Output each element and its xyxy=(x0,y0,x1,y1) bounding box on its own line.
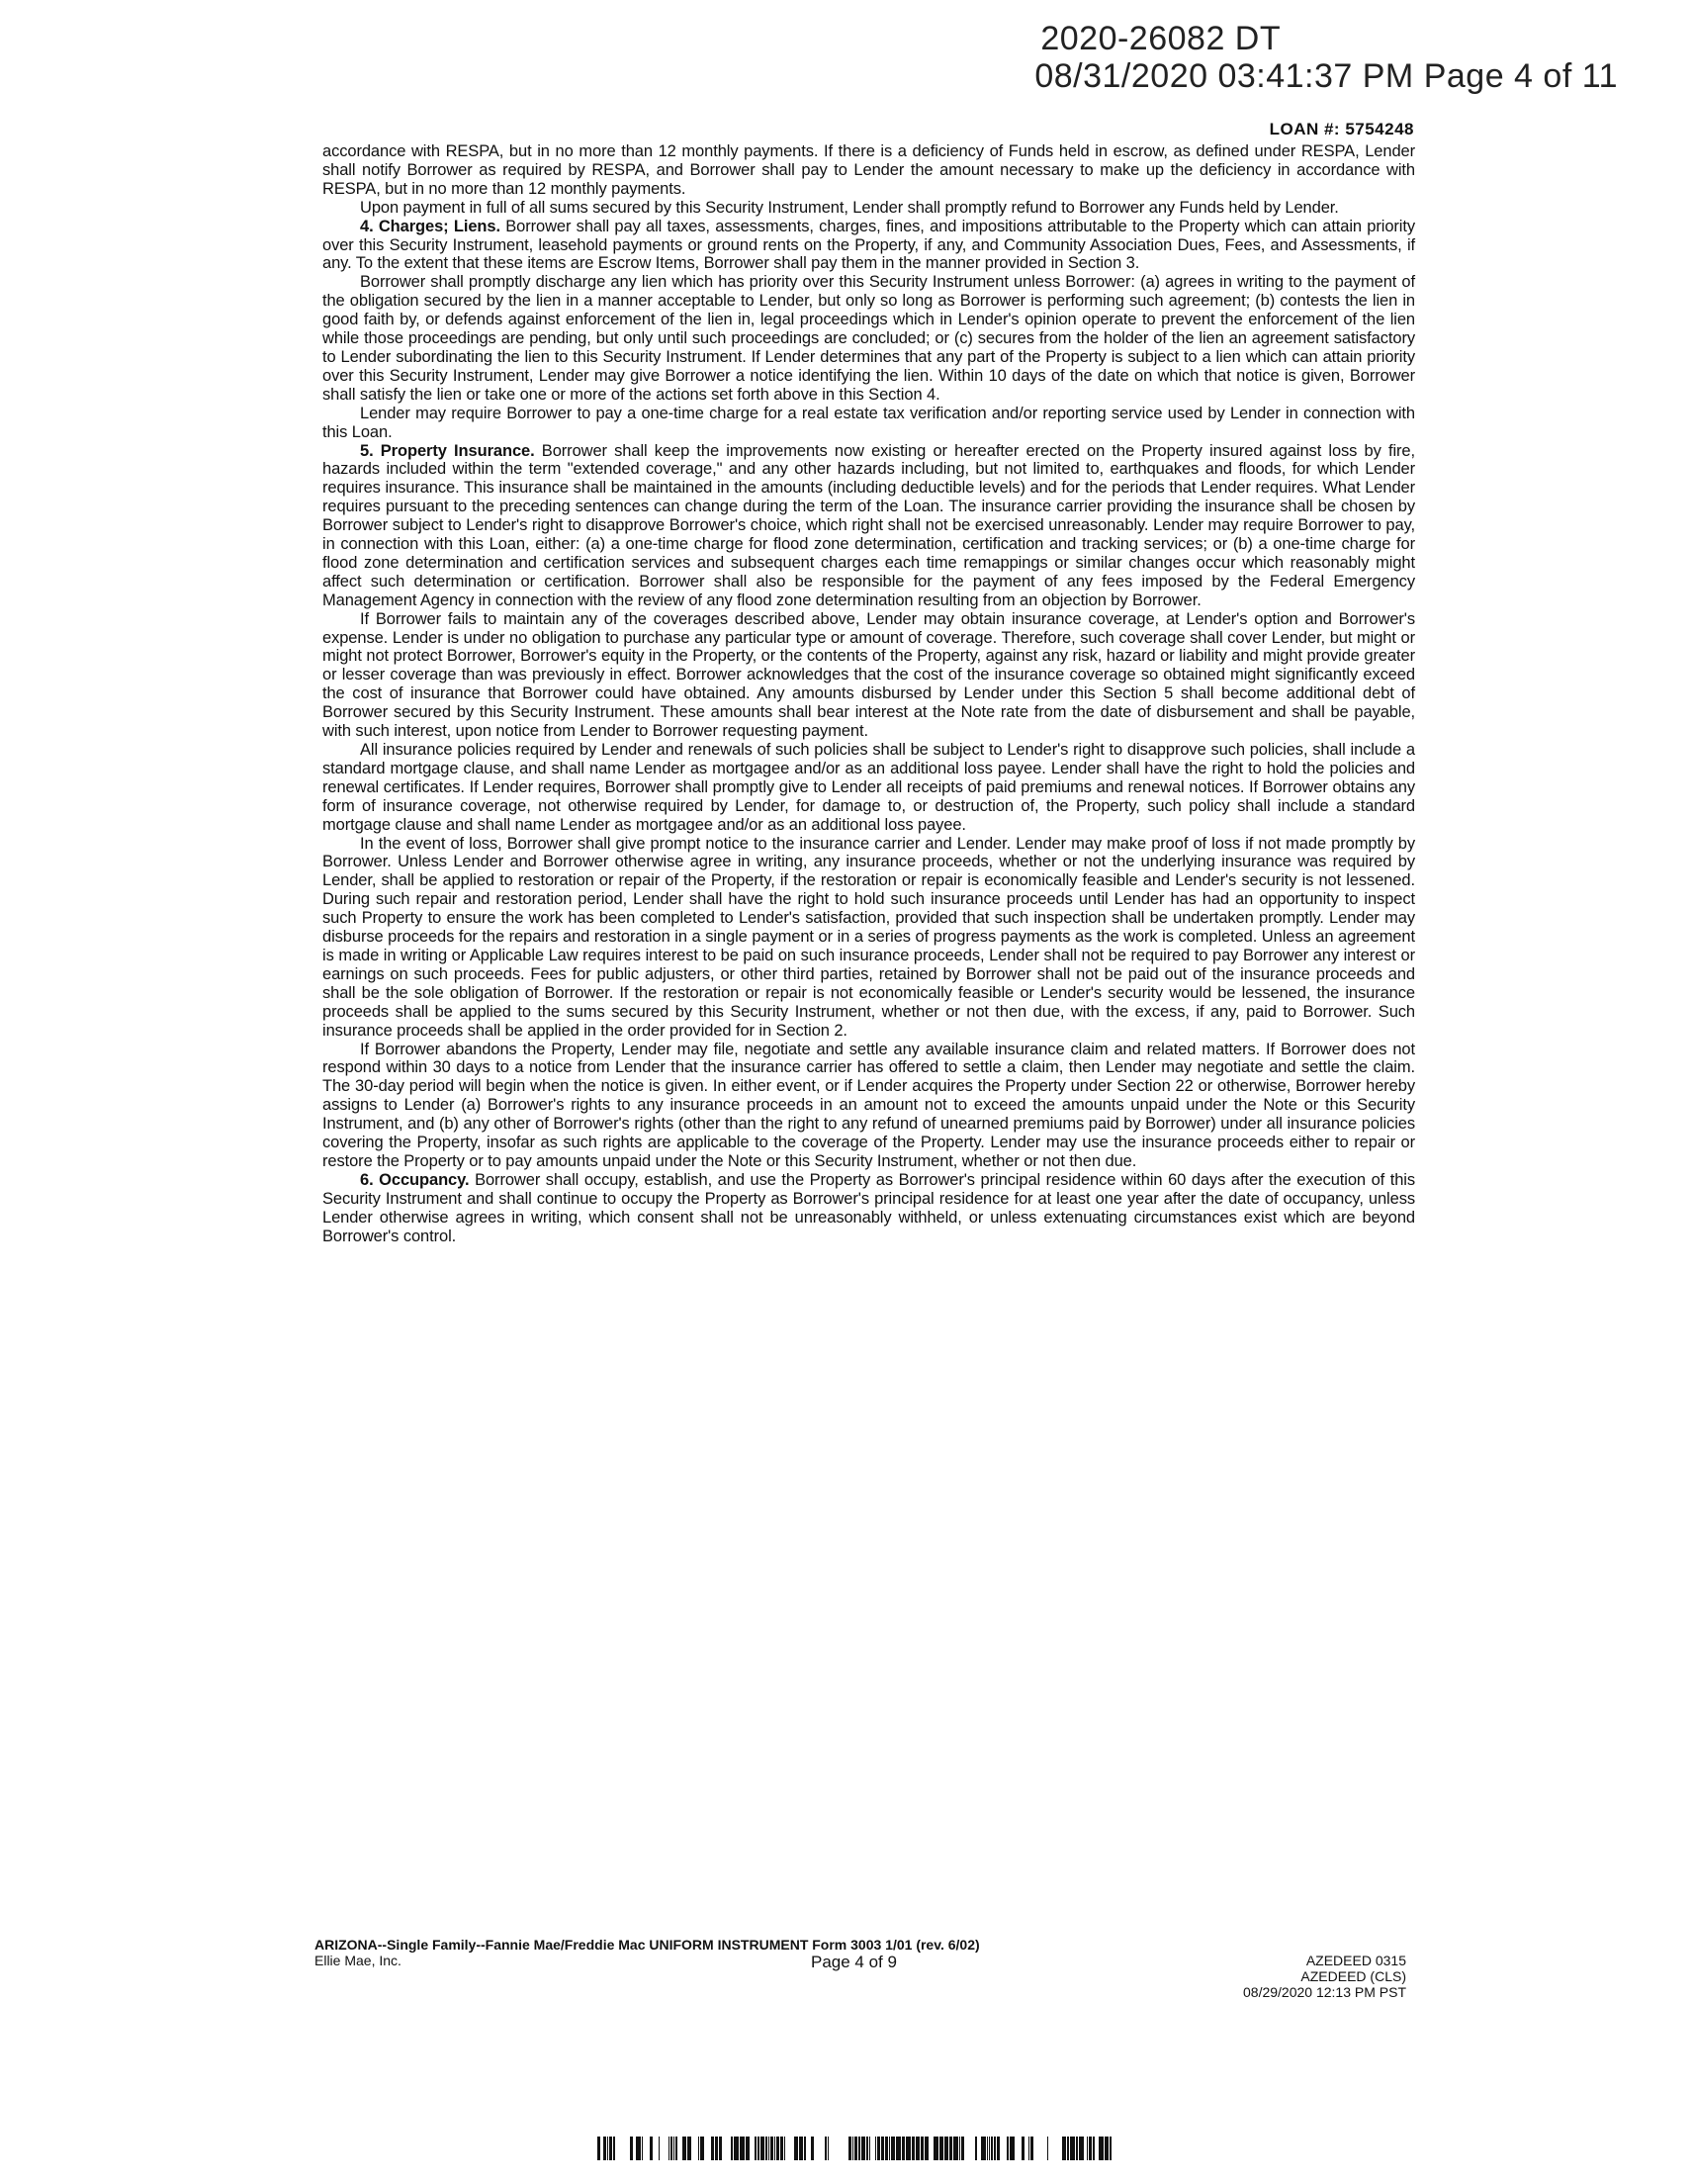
barcode-bar xyxy=(994,2137,996,2160)
body-paragraph xyxy=(322,199,1415,218)
barcode-bar xyxy=(734,2137,739,2160)
barcode-bar xyxy=(991,2137,993,2160)
paragraph-text: Lender may require Borrower to pay a one-time charge for a real estate tax verification and/or reporting service used by Lender in connection with this Loan. xyxy=(322,404,1415,441)
barcode-bar xyxy=(700,2137,704,2160)
paragraph-text: Borrower shall promptly discharge any lien which has priority over this Security Instrument unless Borrower: (a) agrees in writing to the payment of the obligation secured by the lien in a manner acceptable to Lender, but only so long as Borrower is performing such agreement; (b) contests the lien in good faith by, or defends against enforcement of the lien in, legal proceedings which in Lender's opinion operate to prevent the enforcement of the lien while those proceedings are pending, but only until such proceedings are concluded; or (c) secures from the holder of the lien an agreement satisfactory to Lender subordinating the lien to this Security Instrument. If Lender determines that any part of the Property is subject to a lien which can attain priority over this Security Instrument, Lender may give Borrower a notice identifying the lien. Within 10 days of the date on which that notice is given, Borrower shall satisfy the lien or take one or more of the actions set forth above in this Section 4. xyxy=(322,273,1415,404)
barcode-bar xyxy=(670,2137,672,2160)
paragraph-text: Borrower shall keep the improvements now existing or hereafter erected on the Property insured against loss by fire, hazards included within the term "extended coverage," and any other hazards including, but not limited to, earthquakes and floods, for which Lender requires insurance. This insurance shall be maintained in the amounts (including deductible levels) and for the periods that Lender requires. What Lender requires pursuant to the preceding sentences can change during the term of the Loan. The insurance carrier providing the insurance shall be chosen by Borrower subject to Lender's right to disapprove Borrower's choice, which right shall not be exercised unreasonably. Lender may require Borrower to pay, in connection with this Loan, either: (a) a one-time charge for flood zone determination, certification and tracking services; or (b) a one-time charge for flood zone determination and certification services and subsequent charges each time remappings or similar changes occur which reasonably might affect such determination or certification. Borrower shall also be responsible for the payment of any fees imposed by the Federal Emergency Management Agency in connection with the review of any flood zone determination resulting from an objection by Borrower. xyxy=(322,441,1415,609)
barcode-bar xyxy=(755,2137,757,2160)
barcode-bar xyxy=(875,2137,876,2160)
recording-number: 2020-26082 DT xyxy=(1040,20,1282,57)
barcode-bar xyxy=(987,2137,988,2160)
barcode-bar xyxy=(885,2137,888,2160)
body-paragraph xyxy=(322,273,1415,404)
paragraph-text: Borrower shall pay all taxes, assessments, charges, fines, and impositions attributable to the Property which can attain priority over this Security Instrument, leasehold payments or ground rents on the Property, if any, and Community Association Dues, Fees, and Assessments, if any. To the extent that these items are Escrow Items, Borrower shall pay them in the manner provided in Section 3. xyxy=(322,217,1416,273)
section-heading: 4. Charges; Liens. xyxy=(360,217,500,235)
barcode-bar xyxy=(770,2137,773,2160)
barcode-image xyxy=(597,2137,1115,2160)
barcode-bar xyxy=(1076,2137,1078,2160)
barcode-bar xyxy=(953,2137,958,2160)
barcode-bar xyxy=(989,2137,990,2160)
body-paragraph xyxy=(322,835,1415,1041)
document-body xyxy=(322,142,1415,1245)
barcode-bar xyxy=(804,2137,806,2160)
barcode-bar xyxy=(768,2137,769,2160)
barcode-bar xyxy=(891,2137,895,2160)
barcode-bar xyxy=(675,2137,677,2160)
barcode-bar xyxy=(740,2137,745,2160)
footer-company: Ellie Mae, Inc. xyxy=(314,1953,401,1968)
body-paragraph xyxy=(322,405,1415,442)
barcode-bar xyxy=(1030,2137,1033,2160)
barcode-bar xyxy=(828,2137,829,2160)
barcode-bar xyxy=(799,2137,803,2160)
barcode-bar xyxy=(682,2137,686,2160)
barcode-bar xyxy=(711,2137,714,2160)
paragraph-text: Upon payment in full of all sums secured by this Security Instrument, Lender shall promptly refund to Borrower any Funds held by Lender. xyxy=(360,198,1339,217)
barcode-bar xyxy=(934,2137,938,2160)
body-paragraph xyxy=(322,1041,1415,1171)
barcode-bar xyxy=(912,2137,915,2160)
barcode-bar xyxy=(852,2137,853,2160)
barcode-bar xyxy=(858,2137,860,2160)
barcode-bar xyxy=(642,2137,643,2160)
barcode-bar xyxy=(650,2137,653,2160)
barcode-bar xyxy=(1010,2137,1015,2160)
barcode-bar xyxy=(825,2137,827,2160)
barcode-bar xyxy=(765,2137,767,2160)
loan-number: LOAN #: 5754248 xyxy=(1269,120,1414,138)
barcode-bar xyxy=(1067,2137,1069,2160)
barcode-bar xyxy=(925,2137,929,2160)
barcode-bar xyxy=(760,2137,764,2160)
barcode-bar xyxy=(603,2137,606,2160)
footer-codes xyxy=(1243,1953,1406,2000)
paragraph-text: If Borrower abandons the Property, Lender may file, negotiate and settle any available insurance claim and related matters. If Borrower does not respond within 30 days to a notice from Lender that the insurance carrier has offered to settle a claim, then Lender may negotiate and settle the claim. The 30-day period will begin when the notice is given. In either event, or if Lender acquires the Property under Section 22 or otherwise, Borrower hereby assigns to Lender (a) Borrower's rights to any insurance proceeds in an amount not to exceed the amounts unpaid under the Note or this Security Instrument, and (b) any other of Borrower's rights (other than the right to any refund of unearned premiums paid by Borrower) under all insurance policies covering the Property, insofar as such rights are applicable to the coverage of the Property. Lender may use the insurance proceeds either to repair or restore the Property or to pay amounts unpaid under the Note or this Security Instrument, whether or not then due. xyxy=(322,1040,1415,1170)
barcode-bar xyxy=(1022,2137,1025,2160)
recording-stamp xyxy=(1034,20,1618,95)
barcode-bar xyxy=(1105,2137,1109,2160)
paragraph-text: In the event of loss, Borrower shall give prompt notice to the insurance carrier and Lender. Lender may make proof of loss if not made promptly by Borrower. Unless Lender and Borrower otherwise agree in writing, any insurance proceeds, whether or not the underlying insurance was required by Lender, shall be applied to restoration or repair of the Property, if the restoration or repair is economically feasible and Lender's security is not lessened. During such repair and restoration period, Lender shall have the right to hold such insurance proceeds until Lender has had an opportunity to inspect such Property to ensure the work has been completed to Lender's satisfaction, provided that such inspection shall be undertaken promptly. Lender may disburse proceeds for the repairs and restoration in a single payment or in a series of progress payments as the work is completed. Unless an agreement is made in writing or Applicable Law requires interest to be paid on such insurance proceeds, Lender shall not be required to pay Borrower any interest or earnings on such proceeds. Fees for public adjusters, or other third parties, retained by Borrower shall not be paid out of the insurance proceeds and shall be the sole obligation of Borrower. If the restoration or repair is not economically feasible or Lender's security would be lessened, the insurance proceeds shall be applied to the sums secured by this Security Instrument, whether or not then due, with the excess, if any, paid to Borrower. Such insurance proceeds shall be applied in the order provided for in Section 2. xyxy=(322,834,1415,1040)
barcode-bar xyxy=(1110,2137,1112,2160)
barcode-bar xyxy=(959,2137,960,2160)
barcode-bar xyxy=(794,2137,798,2160)
body-paragraph xyxy=(322,142,1415,199)
footer-timestamp: 08/29/2020 12:13 PM PST xyxy=(1243,1984,1406,2000)
footer-code-2: AZEDEED (CLS) xyxy=(1300,1968,1406,1984)
paragraph-text: All insurance policies required by Lender and renewals of such policies shall be subject to Lender's right to disapprove such policies, shall include a standard mortgage clause, and shall name Lender as mortgagee and/or as an additional loss payee. Lender shall have the right to hold the policies and renewal certificates. If Lender requires, Borrower shall promptly give to Lender all receipts of paid premiums and renewal notices. If Borrower obtains any form of insurance coverage, not otherwise required by Lender, for damage to, or destruction of, the Property, such policy shall include a standard mortgage clause and shall name Lender as mortgagee and/or as an additional loss payee. xyxy=(322,741,1415,834)
footer-form-line: ARIZONA--Single Family--Fannie Mae/Freddie Mac UNIFORM INSTRUMENT Form 3003 1/01 (rev. 6/02) xyxy=(314,1937,980,1953)
section-paragraph xyxy=(322,218,1415,274)
barcode-bar xyxy=(1079,2137,1084,2160)
barcode-bar xyxy=(774,2137,775,2160)
barcode-bar xyxy=(780,2137,783,2160)
barcode-bar xyxy=(757,2137,759,2160)
barcode-bar xyxy=(944,2137,948,2160)
barcode-bar xyxy=(861,2137,865,2160)
barcode-bar xyxy=(981,2137,986,2160)
barcode-bar xyxy=(597,2137,600,2160)
recording-datetime: 08/31/2020 03:41:37 PM Page 4 of 11 xyxy=(1034,57,1618,95)
barcode-bar xyxy=(1070,2137,1075,2160)
barcode-bar xyxy=(939,2137,943,2160)
barcode-bar xyxy=(866,2137,868,2160)
footer-page-number: Page 4 of 9 xyxy=(811,1953,897,1971)
barcode-bar xyxy=(869,2137,870,2160)
barcode-bar xyxy=(715,2137,718,2160)
barcode-bar xyxy=(889,2137,890,2160)
section-heading: 6. Occupancy. xyxy=(360,1170,470,1189)
barcode-bar xyxy=(673,2137,674,2160)
barcode-bar xyxy=(659,2137,660,2160)
barcode-bar xyxy=(1087,2137,1088,2160)
footer-code-1: AZEDEED 0315 xyxy=(1305,1953,1406,1968)
barcode-bar xyxy=(687,2137,691,2160)
barcode-bar xyxy=(961,2137,964,2160)
barcode-bar xyxy=(613,2137,615,2160)
barcode-bar xyxy=(1007,2137,1009,2160)
barcode-bar xyxy=(902,2137,905,2160)
barcode-bar xyxy=(1089,2137,1092,2160)
barcode-bar xyxy=(668,2137,669,2160)
barcode-bar xyxy=(630,2137,633,2160)
barcode-bar xyxy=(854,2137,857,2160)
barcode-bar xyxy=(896,2137,901,2160)
barcode-bar xyxy=(784,2137,785,2160)
barcode-bar xyxy=(921,2137,924,2160)
barcode-bar xyxy=(607,2137,608,2160)
body-paragraph xyxy=(322,610,1415,741)
barcode-bar xyxy=(848,2137,851,2160)
barcode-bar xyxy=(1028,2137,1029,2160)
section-paragraph xyxy=(322,1171,1415,1246)
barcode-bar xyxy=(731,2137,733,2160)
paragraph-text: If Borrower fails to maintain any of the coverages described above, Lender may obtain insurance coverage, at Lender's option and Borrower's expense. Lender is under no obligation to purchase any particular type or amount of coverage. Therefore, such coverage shall cover Lender, but might or might not protect Borrower, Borrower's equity in the Property, or the contents of the Property, against any risk, hazard or liability and might provide greater or lesser coverage than was previously in effect. Borrower acknowledges that the cost of the insurance coverage so obtained might significantly exceed the cost of insurance that Borrower could have obtained. Any amounts disbursed by Lender under this Section 5 shall become additional debt of Borrower secured by this Security Instrument. These amounts shall bear interest at the Note rate from the date of disbursement and shall be payable, with such interest, upon notice from Lender to Borrower requesting payment. xyxy=(322,609,1415,741)
barcode-bar xyxy=(811,2137,814,2160)
section-heading: 5. Property Insurance. xyxy=(360,441,535,460)
barcode-bar xyxy=(719,2137,722,2160)
paragraph-text: accordance with RESPA, but in no more than 12 monthly payments. If there is a deficiency of Funds held in escrow, as defined under RESPA, Lender shall notify Borrower as required by RESPA, and Borrower shall pay to Lender the amount necessary to make up the deficiency in accordance with RESPA, but in no more than 12 monthly payments. xyxy=(322,142,1415,198)
barcode-bar xyxy=(1047,2137,1048,2160)
barcode-bar xyxy=(609,2137,612,2160)
barcode-bar xyxy=(746,2137,750,2160)
barcode-bar xyxy=(1099,2137,1104,2160)
body-paragraph xyxy=(322,741,1415,835)
barcode-bar xyxy=(1093,2137,1095,2160)
barcode-bar xyxy=(636,2137,641,2160)
barcode-bar xyxy=(997,2137,1000,2160)
barcode-bar xyxy=(776,2137,779,2160)
barcode-bar xyxy=(906,2137,911,2160)
barcode-bar xyxy=(975,2137,977,2160)
barcode-bar xyxy=(881,2137,884,2160)
barcode-bar xyxy=(916,2137,920,2160)
section-paragraph xyxy=(322,442,1415,610)
barcode-bar xyxy=(877,2137,880,2160)
barcode-bar xyxy=(949,2137,952,2160)
barcode-bar xyxy=(1062,2137,1066,2160)
barcode-bar xyxy=(698,2137,699,2160)
paragraph-text: Borrower shall occupy, establish, and use the Property as Borrower's principal residence within 60 days after the execution of this Security Instrument and shall continue to occupy the Property as Borrower's principal residence for at least one year after the date of occupancy, unless Lender otherwise agrees in writing, which consent shall not be unreasonably withheld, or unless extenuating circumstances exist which are beyond Borrower's control. xyxy=(322,1170,1416,1245)
